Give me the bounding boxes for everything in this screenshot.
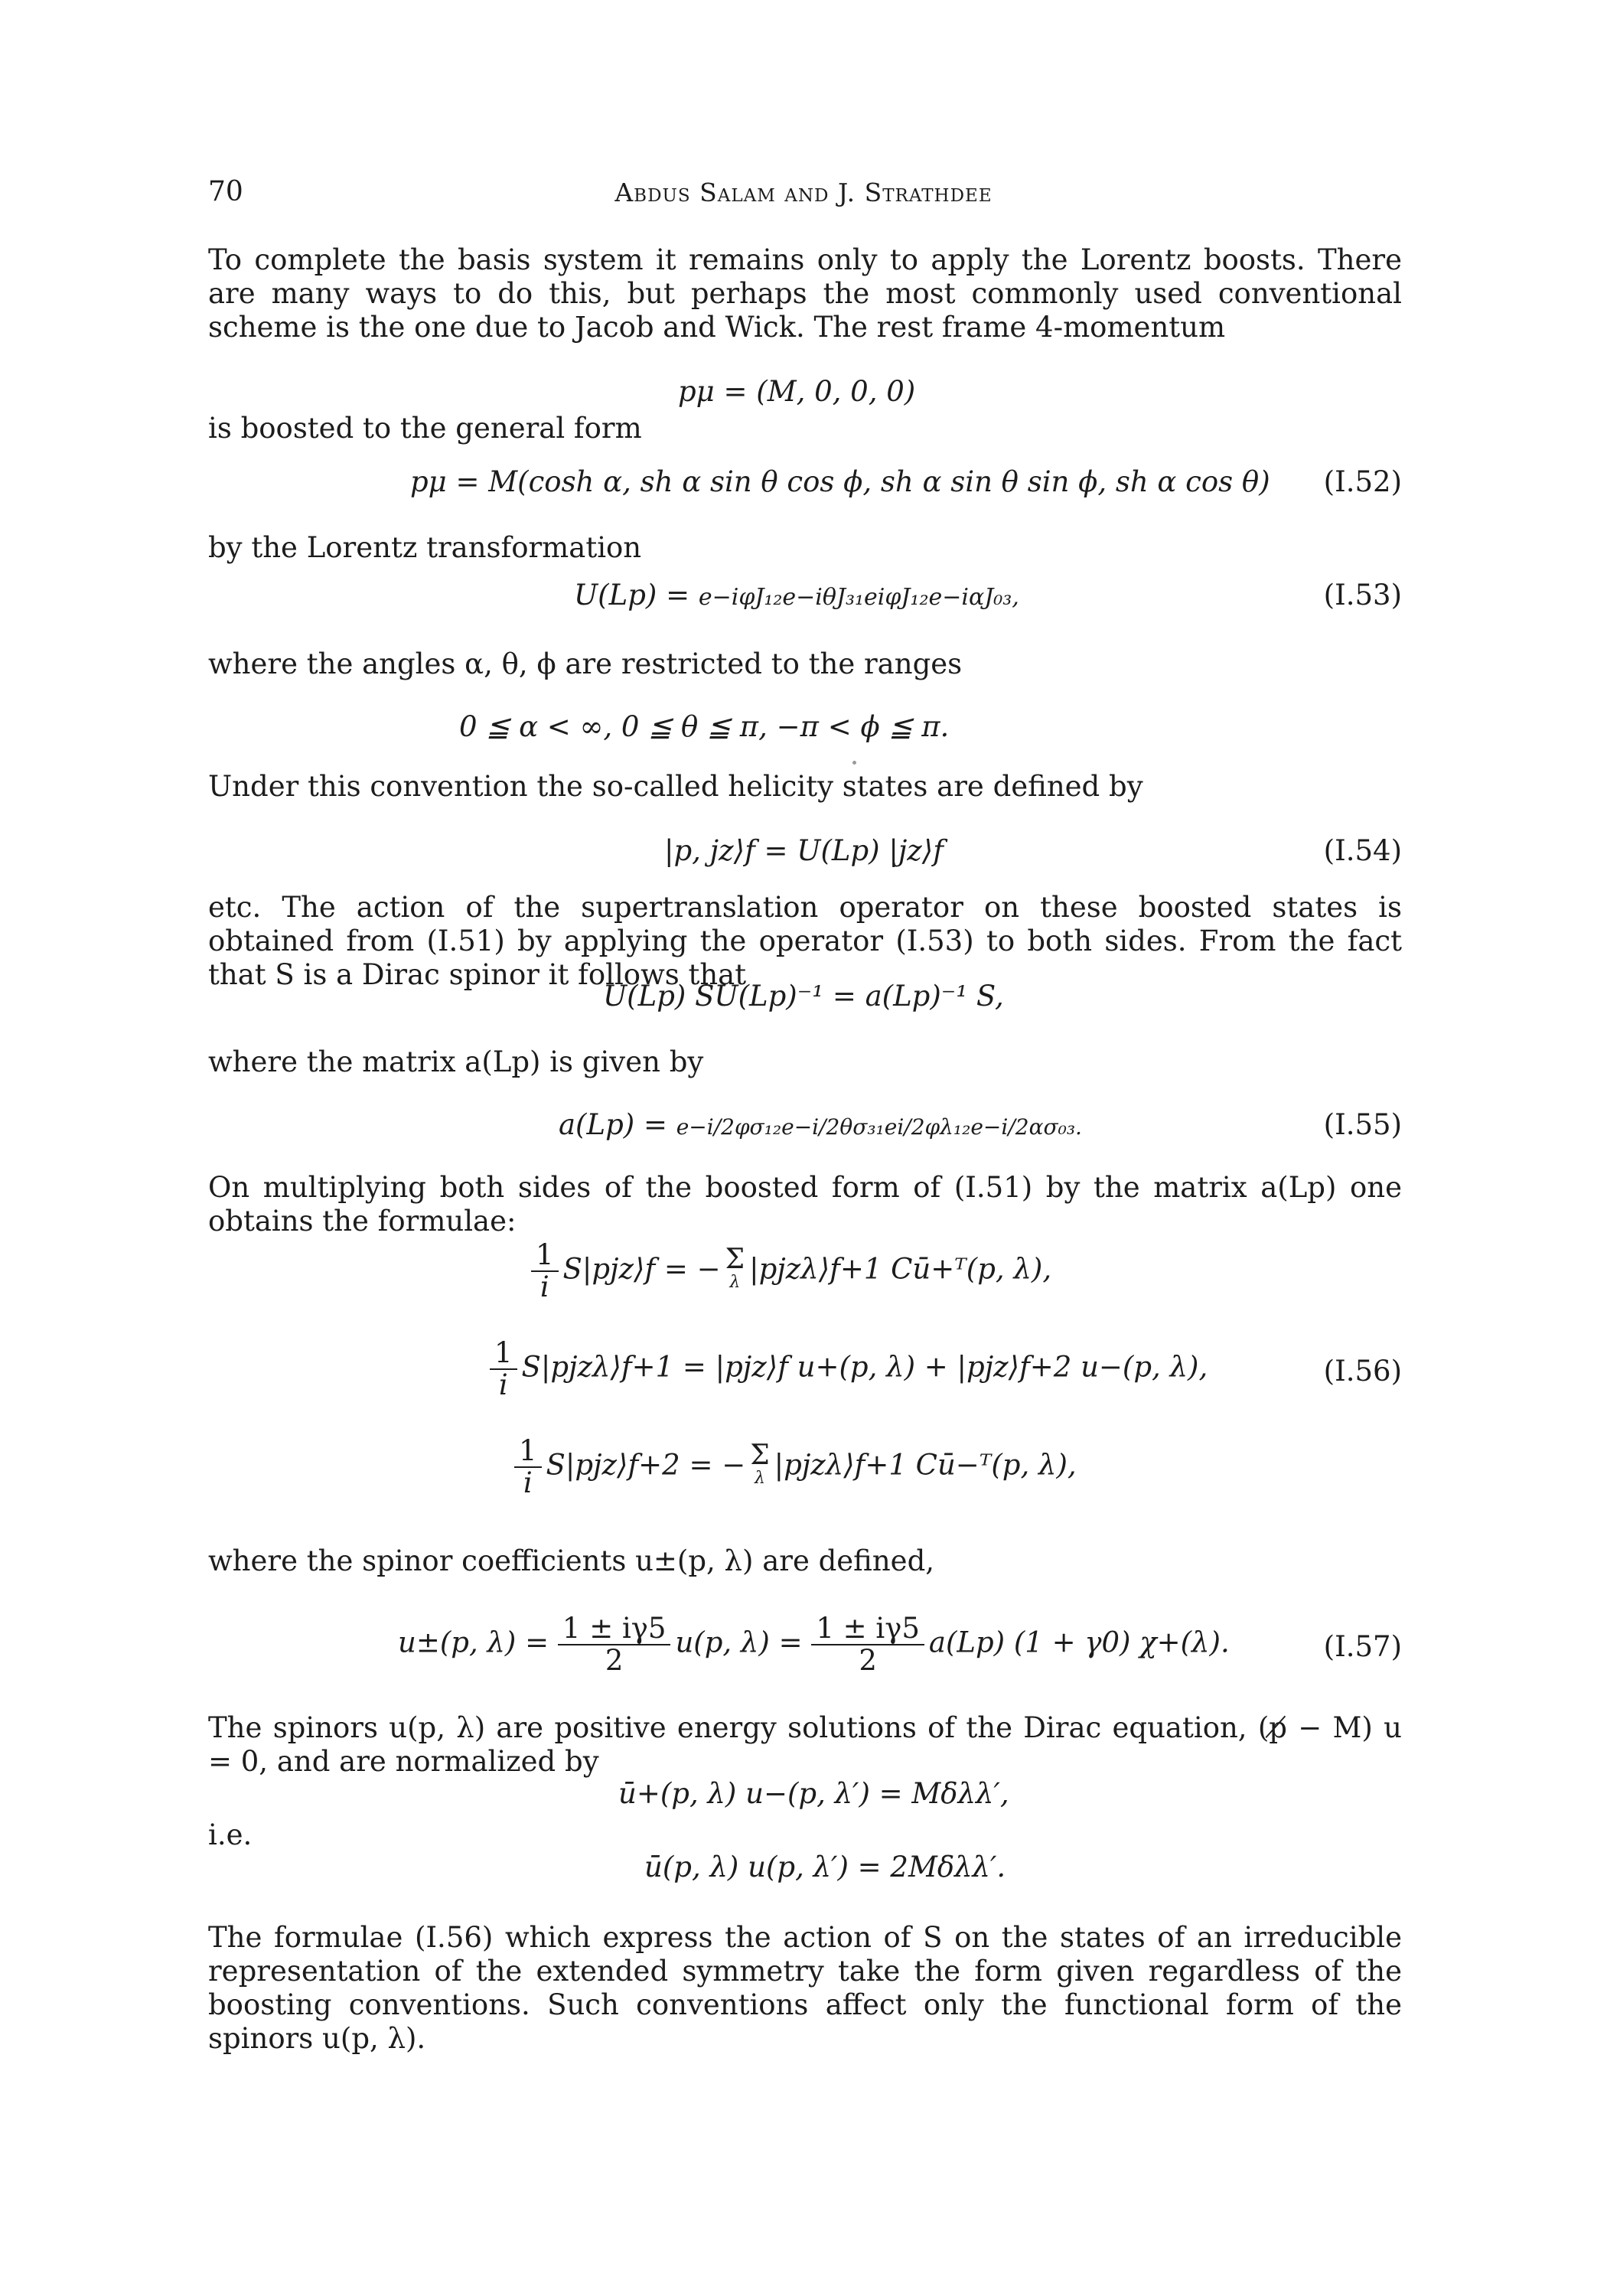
paragraph-conclusion: The formulae (I.56) which express the action of S on the states of an irreducible representation of the extended symmetry take the form given regardless of the boosting conventions. Such conventions affect only the functional form of the spinors u(p, λ). <box>208 1921 1402 2055</box>
equation-ranges: 0 ≦ α < ∞, 0 ≦ θ ≦ π, −π < ϕ ≦ π. <box>459 710 950 743</box>
equation-I56-line3: $\frac{1}{i}$ S|pjz⟩f+2 = − Σ λ |pjzλ⟩f+1 Cū−ᵀ(p, λ), <box>514 1436 1077 1499</box>
summation-sign: Σ λ <box>750 1440 770 1488</box>
dot-mark <box>852 761 856 765</box>
equation-transform: U(Lp) SU(Lp)⁻¹ = a(Lp)⁻¹ S, <box>603 980 1004 1013</box>
text-boosted: is boosted to the general form <box>208 412 642 445</box>
eq53-lhs: U(Lp) = <box>574 579 699 612</box>
text-matrix: where the matrix a(Lp) is given by <box>208 1045 704 1078</box>
text-angles: where the angles α, θ, ϕ are restricted to the ranges <box>208 647 963 680</box>
fraction-gamma5: $\frac{1 \pm i\gamma 5}{2}$ <box>811 1613 924 1676</box>
running-head: Abdus Salam and J. Strathdee <box>614 178 993 207</box>
equation-label-I56: (I.56) <box>1323 1355 1402 1388</box>
text-lorentz: by the Lorentz transformation <box>208 531 642 564</box>
text-helicity: Under this convention the so-called helicity states are defined by <box>208 770 1143 803</box>
equation-I56-line2: $\frac{1}{i}$ S|pjzλ⟩f+1 = |pjz⟩f u+(p, λ) + |pjz⟩f+2 u−(p, λ), <box>490 1338 1208 1401</box>
fraction-one-over-i: $\frac{1}{i}$ <box>490 1338 517 1401</box>
text-spinor-coefficients: where the spinor coefficients u±(p, λ) are defined, <box>208 1544 935 1577</box>
eq53-rhs: e−iφJ₁₂e−iθJ₃₁eiφJ₁₂e−iαJ₀₃, <box>698 584 1019 611</box>
paragraph-supertranslation: etc. The action of the supertranslation operator on these boosted states is obtained from (I.51) by applying the operator (I.53) to both sides. From the fact that S is a Dirac spinor it follows that <box>208 891 1402 991</box>
equation-label-I54: (I.54) <box>1323 834 1402 867</box>
paragraph-intro: To complete the basis system it remains only to apply the Lorentz boosts. There are many ways to do this, but perhaps the most commonly used conventional scheme is the one due to Jacob and Wick. The rest frame 4-momentum <box>208 243 1402 344</box>
equation-I53 <box>574 579 1019 615</box>
page-number: 70 <box>208 176 243 207</box>
equation-label-I52: (I.52) <box>1323 465 1402 498</box>
eq55-lhs: a(Lp) = <box>559 1108 676 1141</box>
equation-normalization-1: ū+(p, λ) u−(p, λ′) = Mδλλ′, <box>618 1777 1009 1810</box>
paragraph-formulae: On multiplying both sides of the boosted form of (I.51) by the matrix a(Lp) one obtains the formulae: <box>208 1171 1402 1238</box>
equation-I55 <box>559 1108 1082 1144</box>
equation-label-I55: (I.55) <box>1323 1108 1402 1141</box>
fraction-gamma5: $\frac{1 \pm i\gamma 5}{2}$ <box>558 1613 671 1676</box>
equation-rest-momentum: pμ = (M, 0, 0, 0) <box>678 375 916 408</box>
equation-normalization-2: ū(p, λ) u(p, λ′) = 2Mδλλ′. <box>644 1851 1006 1883</box>
paragraph-spinors: The spinors u(p, λ) are positive energy solutions of the Dirac equation, (p̸ − M) u = 0, and are normalized by <box>208 1711 1402 1778</box>
equation-label-I57: (I.57) <box>1323 1630 1402 1663</box>
fraction-one-over-i: $\frac{1}{i}$ <box>531 1240 559 1303</box>
equation-I56-line1: $\frac{1}{i}$ S|pjz⟩f = − Σ λ |pjzλ⟩f+1 Cū+ᵀ(p, λ), <box>531 1240 1051 1303</box>
eq55-rhs: e−i/2φσ₁₂e−i/2θσ₃₁ei/2φλ₁₂e−i/2ασ₀₃. <box>676 1114 1082 1140</box>
equation-label-I53: (I.53) <box>1323 579 1402 612</box>
summation-sign: Σ λ <box>725 1244 745 1292</box>
fraction-one-over-i: $\frac{1}{i}$ <box>514 1436 542 1499</box>
equation-I52: pμ = M(cosh α, sh α sin θ cos ϕ, sh α sin θ sin ϕ, sh α cos θ) <box>410 465 1270 498</box>
equation-I57: u±(p, λ) = $\frac{1 \pm i\gamma 5}{2}$ u(p, λ) = $\frac{1 \pm i\gamma 5}{2}$ a(Lp) (1 + γ0) χ+(λ). <box>398 1612 1230 1677</box>
text-ie: i.e. <box>208 1818 253 1851</box>
equation-I54: |p, jz⟩f = U(Lp) |jz⟩f <box>664 834 944 867</box>
